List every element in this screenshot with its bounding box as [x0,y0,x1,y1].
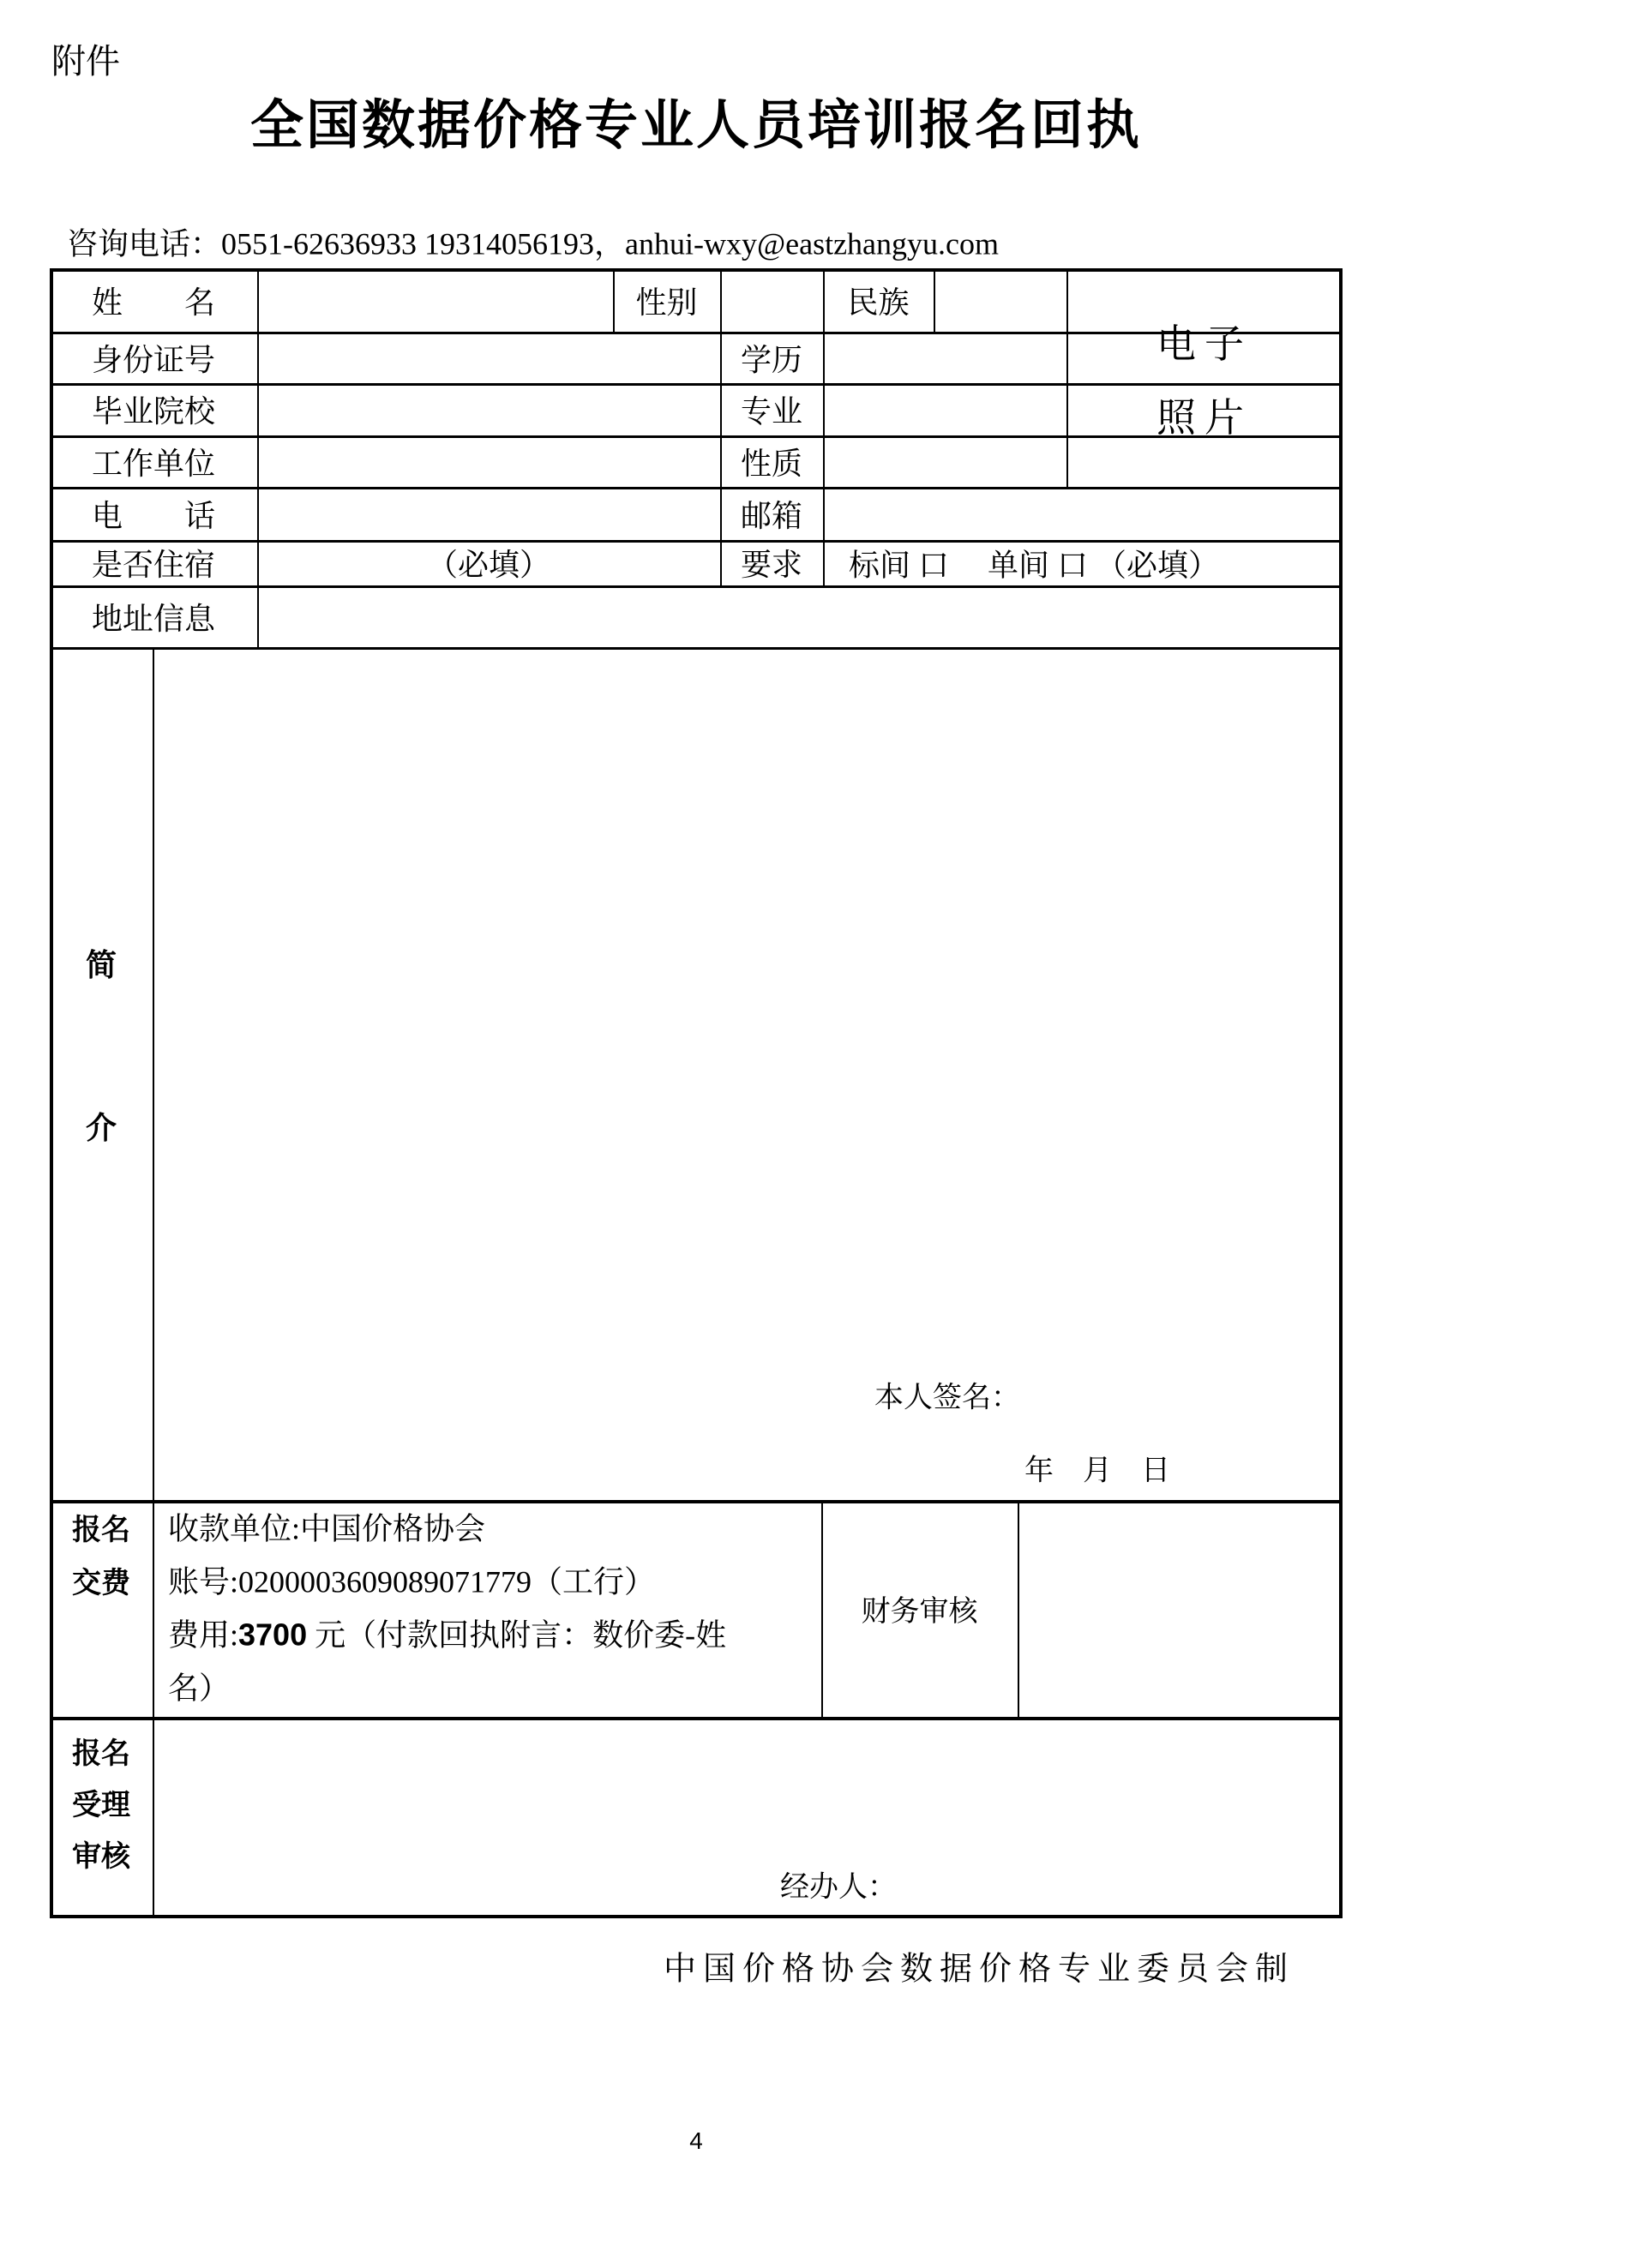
requirement-label: 要求 [740,548,802,582]
review-label-line2: 受理 [72,1788,130,1821]
photo-placeholder-cell [1066,268,1343,487]
gender-label: 性别 [635,285,698,320]
contact-line: 咨询电话：0551-62636933 19314056193，anhui-wxy@eastzhangyu.com [67,226,1000,261]
intro-content-area [153,647,1343,1500]
payment-fee-amount: 3700 [238,1617,308,1653]
name-input-cell [257,268,613,332]
payment-payee-line: 收款单位:中国价格协会 [168,1511,486,1546]
intro-label-char1: 简 [85,946,117,982]
payment-fee-prefix: 费用: [168,1617,239,1653]
review-label-line1: 报名 [72,1737,130,1770]
signature-label: 本人签名： [874,1382,1020,1414]
payment-fee-suffix: 元（付款回执附言：数价委-姓 [307,1617,727,1653]
operator-label: 经办人： [780,1871,897,1904]
page-title: 全国数据价格专业人员培训报名回执 [249,97,1142,155]
address-label: 地址信息 [91,601,215,636]
lodging-required-note: （必填） [426,548,550,582]
name-label: 姓 名 [91,285,215,320]
attachment-label: 附件 [51,43,120,81]
room-type-options: 标间 口 单间 口 （必填） [849,548,1220,583]
payment-label-line2: 交费 [72,1566,130,1599]
review-label-line3: 审核 [72,1839,130,1873]
payment-fee-line-wrap: 名） [168,1671,231,1706]
id-number-label: 身份证号 [91,342,215,377]
issuer-footer: 中国价格协会数据价格专业委员会制 [664,1951,1295,1988]
school-label: 毕业院校 [91,394,215,429]
gender-input-cell [720,268,823,332]
payment-account-line: 账号:0200003609089071779（工行） [168,1564,656,1599]
page-number: 4 [689,2127,703,2154]
employer-input-cell [257,435,720,487]
date-label: 年 月 日 [1024,1455,1170,1487]
finance-review-label: 财务审核 [861,1596,978,1628]
review-content-area [153,1717,1343,1918]
nature-label: 性质 [740,446,802,481]
major-input-cell [823,383,1066,435]
major-label: 专业 [740,394,802,429]
nature-input-cell [823,435,1066,487]
payment-fee-line [168,1611,726,1655]
lodging-label: 是否住宿 [91,548,215,582]
ethnicity-input-cell [934,268,1066,332]
photo-label-line2: 照片 [1156,395,1253,440]
photo-label-line1: 电子 [1156,321,1253,366]
finance-review-input-cell [1018,1500,1343,1717]
employer-label: 工作单位 [91,446,215,481]
school-input-cell [257,383,720,435]
ethnicity-label: 民族 [847,285,910,320]
id-number-input-cell [257,332,720,383]
address-input-cell [257,585,1343,647]
phone-input-cell [257,487,720,540]
education-input-cell [823,332,1066,383]
education-label: 学历 [740,342,802,377]
email-input-cell [823,487,1343,540]
email-label: 邮箱 [740,498,802,533]
phone-label: 电 话 [91,498,215,533]
intro-label-char2: 介 [85,1109,117,1145]
payment-label-line1: 报名 [72,1513,130,1546]
